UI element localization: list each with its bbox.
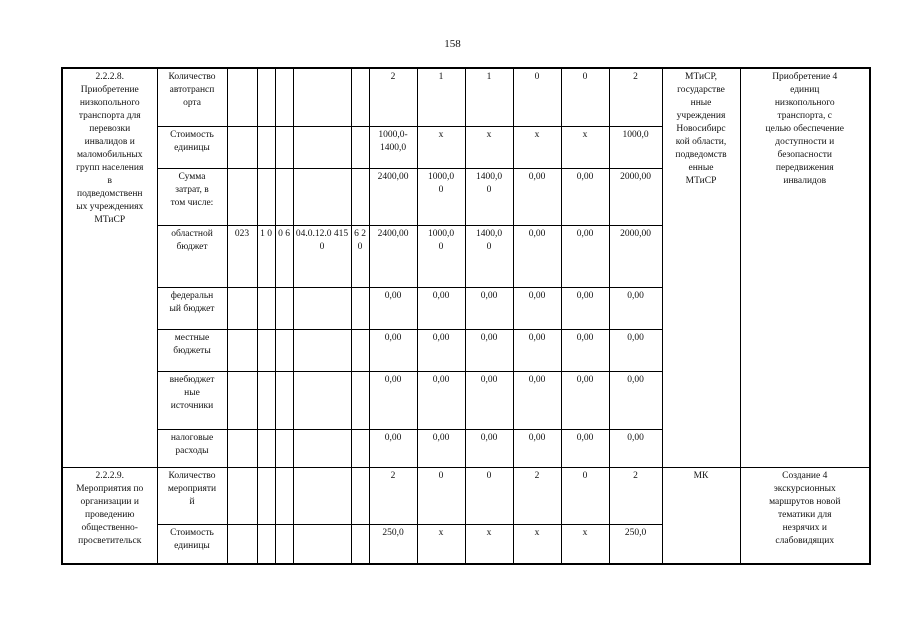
result-line: Создание 4 [782, 470, 828, 481]
result-line: единиц [790, 85, 820, 95]
value-line: х [486, 129, 492, 140]
value-cell [561, 68, 609, 126]
indicator-label-line: бюджеты [173, 345, 211, 356]
value-cell [561, 429, 609, 467]
pr-cell [275, 225, 293, 287]
grbs-cell [227, 329, 257, 371]
value-line: 2 [633, 72, 638, 82]
vr-cell-text: 6 2 0 [354, 228, 366, 252]
value-line: 250,0 [624, 527, 647, 538]
vr-cell [351, 168, 369, 225]
value-line: 0,00 [432, 374, 450, 385]
value-line: 0,00 [480, 374, 498, 385]
indicator-label-line: источники [170, 400, 214, 411]
value-cell [417, 68, 465, 126]
grbs-cell [227, 429, 257, 467]
page-number: 158 [444, 38, 461, 50]
rz-cell [257, 329, 275, 371]
value-line: 0,00 [627, 374, 644, 385]
value-cell [369, 467, 417, 524]
value-line: 0 [486, 184, 492, 195]
value-line: 0,00 [432, 432, 450, 443]
result-cell [740, 467, 870, 564]
vr-cell [351, 467, 369, 524]
csr-cell [293, 68, 351, 126]
indicator-label-cell [157, 225, 227, 287]
value-line: 0 [438, 184, 444, 195]
rz-cell [257, 68, 275, 126]
value-line: 0,00 [480, 432, 498, 443]
value-cell [561, 524, 609, 564]
value-cell [609, 524, 662, 564]
value-line: 0,00 [528, 374, 546, 385]
indicator-label-line: мероприяти [167, 483, 217, 494]
event-name-line: проведению [85, 509, 135, 520]
event-name-line: перевозки [89, 124, 131, 134]
value-line: 0,00 [528, 432, 546, 443]
value-line: 2000,00 [620, 171, 651, 182]
value-line: 2 [633, 470, 638, 481]
value-line: 0,00 [384, 374, 402, 385]
event-name-line: маломобильных [76, 150, 143, 160]
event-name-line: Приобретение [80, 85, 139, 95]
table-row [62, 68, 870, 126]
value-cell [561, 371, 609, 429]
value-line: 1400,0 [379, 142, 407, 153]
value-line: 0,00 [576, 228, 594, 239]
value-line: х [534, 129, 540, 140]
value-line: 0,00 [528, 171, 546, 182]
vr-cell [351, 524, 369, 564]
result-cell [740, 68, 870, 467]
value-line: 0 [534, 72, 540, 82]
table-row [62, 467, 870, 524]
csr-cell [293, 467, 351, 524]
value-cell [465, 126, 513, 168]
event-name-cell [62, 467, 157, 564]
value-cell [465, 287, 513, 329]
rz-cell [257, 467, 275, 524]
value-cell [417, 287, 465, 329]
pr-cell-text: 0 6 [278, 228, 290, 239]
indicator-label-line: Количество [168, 72, 216, 82]
result-line: низкопольного [774, 98, 835, 108]
result-line: экскурсионных [773, 483, 836, 494]
rz-cell [257, 429, 275, 467]
value-line: 0,00 [528, 228, 546, 239]
result-line: транспорта, с [777, 111, 832, 121]
value-cell [513, 371, 561, 429]
value-cell [417, 168, 465, 225]
executor-line: кой области, [675, 137, 727, 147]
grbs-cell [227, 225, 257, 287]
event-name-line: общественно- [81, 522, 138, 533]
value-cell [609, 467, 662, 524]
value-cell [513, 524, 561, 564]
value-line: х [486, 527, 492, 538]
indicator-label-cell [157, 429, 227, 467]
executor-line: подведомств [675, 150, 727, 160]
event-name-cell [62, 68, 157, 467]
rz-cell [257, 287, 275, 329]
result-line: Приобретение 4 [772, 72, 838, 82]
pr-cell [275, 287, 293, 329]
rz-cell [257, 524, 275, 564]
executor-line: Новосибирс [676, 124, 726, 134]
vr-cell [351, 371, 369, 429]
indicator-label-line: федеральн [170, 290, 214, 301]
value-line: 0 [438, 241, 444, 252]
value-line: 1000,0 [427, 228, 455, 239]
executor-cell [662, 68, 740, 467]
grbs-cell [227, 126, 257, 168]
csr-cell [293, 524, 351, 564]
program-table [61, 67, 871, 565]
vr-cell [351, 225, 369, 287]
value-line: 0,00 [576, 332, 594, 343]
grbs-cell [227, 168, 257, 225]
value-line: 0 [438, 470, 444, 481]
indicator-label-line: областной [171, 228, 213, 239]
value-cell [417, 371, 465, 429]
indicator-label-cell [157, 126, 227, 168]
grbs-cell-text: 023 [234, 228, 250, 239]
vr-cell [351, 126, 369, 168]
indicator-label-line: ый бюджет [169, 303, 215, 314]
value-line: 0,00 [528, 332, 546, 343]
indicator-label-line: Стоимость [170, 129, 214, 140]
pr-cell [275, 371, 293, 429]
value-cell [369, 524, 417, 564]
indicator-label-cell [157, 168, 227, 225]
value-line: х [582, 129, 588, 140]
indicator-label-cell [157, 467, 227, 524]
indicator-label-cell [157, 524, 227, 564]
value-line: 2 [390, 72, 396, 82]
value-cell [465, 524, 513, 564]
result-line: незрячих и [782, 522, 827, 533]
csr-cell [293, 126, 351, 168]
grbs-cell [227, 371, 257, 429]
executor-line: МТиСР, [685, 72, 717, 82]
value-cell [513, 467, 561, 524]
value-cell [369, 168, 417, 225]
value-cell [465, 225, 513, 287]
result-line: маршрутов новой [769, 496, 841, 507]
result-line: тематики для [777, 509, 832, 520]
result-line: слабовидящих [775, 535, 835, 546]
indicator-label-line: местные [174, 332, 210, 343]
executor-line: МТиСР [685, 176, 717, 186]
pr-cell [275, 126, 293, 168]
value-line: 0,00 [384, 332, 402, 343]
value-cell [417, 524, 465, 564]
executor-cell [662, 467, 740, 564]
result-line: инвалидов [783, 176, 827, 186]
value-line: 0,00 [576, 171, 594, 182]
value-cell [417, 467, 465, 524]
vr-cell [351, 68, 369, 126]
value-cell [561, 168, 609, 225]
event-name-line: в [107, 176, 112, 186]
indicator-label-line: бюджет [176, 241, 208, 252]
value-cell [465, 371, 513, 429]
result-line: передвижения [775, 163, 834, 173]
value-cell [369, 287, 417, 329]
value-line: 1000,0 [427, 171, 455, 182]
indicator-label-cell [157, 287, 227, 329]
value-line: 1 [438, 72, 444, 82]
indicator-label-line: ные [184, 387, 200, 398]
csr-cell [293, 371, 351, 429]
indicator-label-line: автотрансп [169, 85, 215, 95]
value-cell [561, 329, 609, 371]
value-cell [465, 467, 513, 524]
event-name-line: низкопольного [79, 98, 140, 108]
result-line: безопасности [777, 150, 833, 160]
indicator-label-line: единицы [174, 540, 210, 551]
event-name-line: 2.2.2.9. [95, 470, 124, 481]
value-cell [513, 429, 561, 467]
pr-cell [275, 429, 293, 467]
value-line: 0 [486, 470, 492, 481]
csr-cell [293, 225, 351, 287]
value-cell [561, 225, 609, 287]
value-line: 0,00 [576, 290, 594, 301]
indicator-label-line: том числе: [170, 197, 214, 208]
value-cell [609, 168, 662, 225]
csr-cell [293, 168, 351, 225]
indicator-label-line: затрат, в [175, 184, 209, 195]
result-line: целью обеспечение [765, 124, 844, 134]
indicator-label-cell [157, 371, 227, 429]
event-name-line: транспорта для [78, 111, 141, 121]
rz-cell [257, 371, 275, 429]
value-line: х [438, 527, 444, 538]
indicator-label-line: Сумма [178, 171, 206, 182]
value-cell [513, 287, 561, 329]
event-name-line: подведомственн [76, 189, 143, 199]
value-cell [609, 371, 662, 429]
indicator-label-line: Количество [168, 470, 216, 481]
value-line: 0 [582, 72, 588, 82]
value-line: 0,00 [627, 290, 644, 301]
value-cell [609, 126, 662, 168]
value-line: 0,00 [384, 432, 402, 443]
value-cell [369, 429, 417, 467]
rz-cell [257, 225, 275, 287]
value-cell [609, 287, 662, 329]
executor-line: нные [690, 98, 712, 108]
value-line: 0,00 [576, 374, 594, 385]
executor-line: МК [693, 470, 709, 481]
indicator-label-line: орта [183, 98, 201, 108]
pr-cell [275, 329, 293, 371]
pr-cell [275, 467, 293, 524]
value-line: 0,00 [576, 432, 594, 443]
grbs-cell [227, 524, 257, 564]
pr-cell [275, 68, 293, 126]
value-cell [561, 126, 609, 168]
rz-cell-text: 1 0 [260, 228, 272, 239]
value-line: 1400,0 [475, 228, 503, 239]
value-line: 1000,0 [622, 129, 649, 140]
event-name-line: групп населения [76, 163, 144, 173]
value-line: 0,00 [528, 290, 546, 301]
value-line: 1 [486, 72, 492, 82]
value-cell [465, 429, 513, 467]
vr-cell [351, 287, 369, 329]
indicator-label-line: единицы [174, 142, 210, 153]
value-cell [465, 329, 513, 371]
value-cell [513, 168, 561, 225]
pr-cell [275, 524, 293, 564]
rz-cell [257, 168, 275, 225]
event-name-line: инвалидов и [84, 137, 135, 147]
value-cell [465, 68, 513, 126]
executor-line: учреждения [676, 111, 726, 121]
value-cell [465, 168, 513, 225]
vr-cell [351, 329, 369, 371]
event-name-line: организации и [80, 496, 139, 507]
indicator-label-line: внебюджет [169, 374, 215, 385]
csr-cell [293, 429, 351, 467]
value-cell [561, 467, 609, 524]
executor-line: государстве [677, 85, 725, 95]
value-line: 0 [486, 241, 492, 252]
value-cell [369, 371, 417, 429]
value-cell [369, 126, 417, 168]
event-name-line: ых учреждениях [76, 202, 144, 212]
indicator-label-line: й [189, 496, 195, 507]
executor-line: енные [688, 163, 714, 173]
value-line: 0,00 [480, 290, 498, 301]
value-line: 2400,00 [377, 171, 409, 182]
value-line: 0,00 [627, 432, 644, 443]
value-line: 2 [390, 470, 396, 481]
grbs-cell [227, 467, 257, 524]
value-cell [609, 225, 662, 287]
result-line: доступности и [775, 137, 835, 147]
vr-cell [351, 429, 369, 467]
indicator-label-cell [157, 68, 227, 126]
indicator-label-line: Стоимость [170, 527, 214, 538]
value-line: 1000,0- [378, 129, 408, 140]
value-line: 2 [534, 470, 540, 481]
value-cell [513, 225, 561, 287]
indicator-label-line: налоговые [170, 432, 214, 443]
event-name-line: 2.2.2.8. [95, 72, 124, 82]
value-cell [369, 329, 417, 371]
csr-cell [293, 329, 351, 371]
value-line: 250,0 [382, 527, 404, 538]
indicator-label-line: расходы [175, 445, 209, 456]
value-cell [513, 126, 561, 168]
grbs-cell [227, 287, 257, 329]
value-line: 0,00 [627, 332, 644, 343]
value-cell [513, 68, 561, 126]
value-cell [417, 225, 465, 287]
value-line: 0 [582, 470, 588, 481]
value-cell [417, 126, 465, 168]
value-cell [561, 287, 609, 329]
value-cell [609, 429, 662, 467]
value-cell [369, 68, 417, 126]
value-cell [513, 329, 561, 371]
value-cell [609, 68, 662, 126]
value-line: 2000,00 [620, 228, 651, 239]
event-name-line: просветительск [78, 535, 142, 546]
value-line: х [582, 527, 588, 538]
value-line: 0,00 [432, 290, 450, 301]
value-line: 0,00 [384, 290, 402, 301]
value-line: 0,00 [432, 332, 450, 343]
pr-cell [275, 168, 293, 225]
value-cell [417, 429, 465, 467]
value-line: 2400,00 [377, 228, 409, 239]
rz-cell [257, 126, 275, 168]
value-cell [369, 225, 417, 287]
csr-cell-text: 04.0.12.0 4150 [295, 228, 349, 252]
value-line: х [438, 129, 444, 140]
event-name-line: МТиСР [94, 215, 126, 225]
grbs-cell [227, 68, 257, 126]
value-line: 0,00 [480, 332, 498, 343]
value-line: х [534, 527, 540, 538]
indicator-label-cell [157, 329, 227, 371]
value-line: 1400,0 [475, 171, 503, 182]
value-cell [417, 329, 465, 371]
event-name-line: Мероприятия по [76, 483, 144, 494]
csr-cell [293, 287, 351, 329]
value-cell [609, 329, 662, 371]
